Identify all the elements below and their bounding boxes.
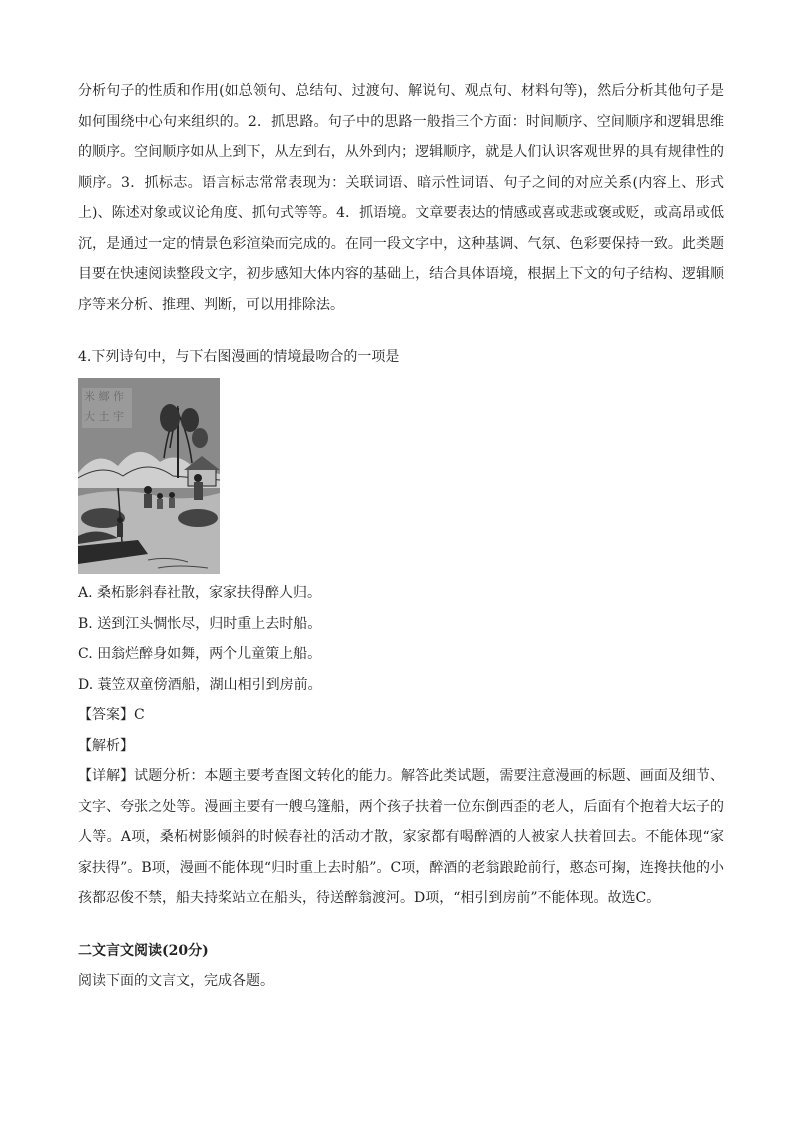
answer-label: 【答案】C <box>78 707 145 723</box>
question-stem: 4.下列诗句中，与下右图漫画的情境最吻合的一项是 <box>78 349 400 365</box>
options-list <box>78 578 724 700</box>
section-title: 二文言文阅读(20分) <box>78 942 209 959</box>
option-d: D. 蓑笠双童傍酒船，湖山相引到房前。 <box>78 676 322 693</box>
section-instruction: 阅读下面的文言文，完成各题。 <box>78 972 274 989</box>
spacer <box>78 320 724 342</box>
analysis-label: 【解析】 <box>78 737 134 754</box>
comic-illustration-icon <box>78 378 220 574</box>
svg-text:大 土 宇: 大 土 宇 <box>84 410 124 423</box>
option-a: A. 桑柘影斜春社散，家家扶得醉人归。 <box>78 585 322 601</box>
document-page <box>78 76 724 996</box>
option-c: C. 田翁烂醉身如舞，两个儿童策上船。 <box>78 646 322 662</box>
option-b: B. 送到江头惆怅尽，归时重上去时船。 <box>78 615 322 632</box>
detail-paragraph: 【详解】试题分析：本题主要考查图文转化的能力。解答此类试题，需要注意漫画的标题、画面及细节、文字、夸张之处等。漫画主要有一艘乌篷船，两个孩子扶着一位东倒西歪的老人，后面有个抱着大坛子的人等。A项，桑柘树影倾斜的时候春社的活动才散，家家都有喝醉酒的人被家人扶着回去。不能体现“家家扶得”。B项，漫画不能体现“归时重上去时船”。C项，醉酒的老翁踉跄前行，憨态可掬，连搀扶他的小孩都忍俊不禁，船夫持桨站立在船头，待送醉翁渡河。D项，“相引到房前”不能体现。故选C。 <box>78 768 724 906</box>
spacer <box>78 914 724 936</box>
intro-paragraph: 分析句子的性质和作用(如总领句、总结句、过渡句、解说句、观点句、材料句等)，然后分析其他句子是如何围绕中心句来组织的。2．抓思路。句子中的思路一般指三个方面：时间顺序、空间顺序和逻辑思维的顺序。空间顺序如从上到下，从左到右，从外到内；逻辑顺序，就是人们认识客观世界的具有规律性的顺序。3．抓标志。语言标志常常表现为：关联词语、暗示性词语、句子之间的对应关系(内容上、形式上)、陈述对象或议论角度、抓句式等等。4．抓语境。文章要表达的情感或喜或悲或褒或贬，或高昂或低沉，是通过一定的情景色彩渲染而完成的。在同一段文字中，这种基调、气氛、色彩要保持一致。此类题目要在快速阅读整段文字，初步感知大体内容的基础上，结合具体语境，根据上下文的句子结构、逻辑顺序等来分析、推理、判断，可以用排除法。 <box>78 83 724 313</box>
svg-text:米 鄉 作: 米 鄉 作 <box>84 390 124 403</box>
